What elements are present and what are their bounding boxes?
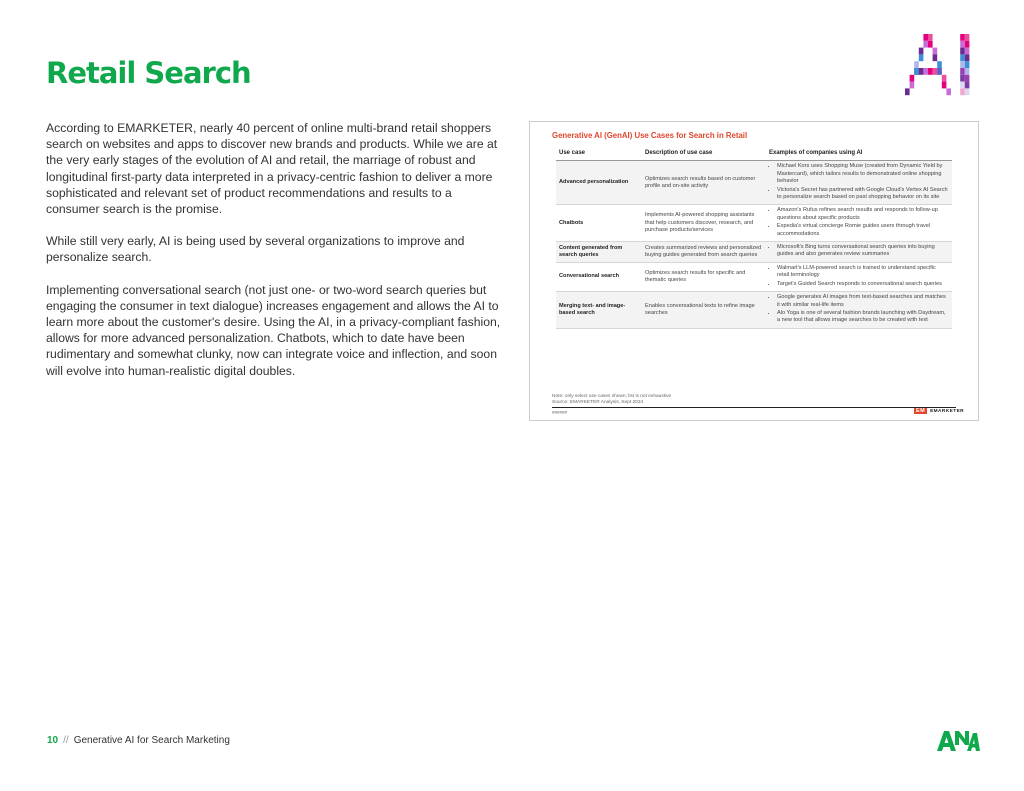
table-row xyxy=(556,205,952,242)
use-case-cell: Chatbots xyxy=(556,205,642,242)
ai-logo-cube xyxy=(910,75,915,82)
ai-logo-cube xyxy=(965,82,970,89)
ai-logo-cube xyxy=(965,48,970,55)
use-cases-table xyxy=(556,148,952,329)
figure-id: ###### xyxy=(552,410,568,415)
ai-logo-cube xyxy=(933,68,938,75)
description-cell: Optimizes search results based on customer profile and on-site activity xyxy=(642,161,766,205)
footer-doc-title: Generative AI for Search Marketing xyxy=(73,735,230,746)
ai-logo-cube xyxy=(923,41,928,48)
example-item: • Walmart's LLM-powered search is trained to understand specific retail terminology xyxy=(777,265,949,280)
emarketer-mark: EM xyxy=(916,408,926,414)
ai-logo-cube xyxy=(960,34,965,41)
table-row xyxy=(556,161,952,205)
use-cases-figure xyxy=(529,121,979,421)
ai-logo-cube xyxy=(914,61,919,68)
example-item: • Amazon's Rufus refines search results and responds to follow-up questions about specific products xyxy=(777,207,949,222)
use-case-cell: Content generated from search queries xyxy=(556,242,642,263)
ai-logo-cube xyxy=(937,61,942,68)
ai-logo-cube xyxy=(928,34,933,41)
ai-logo-cube xyxy=(946,88,951,95)
page-footer xyxy=(47,735,230,746)
ai-logo-cube xyxy=(965,34,970,41)
description-cell: Implements AI-powered shopping assistants that help customers discover, research, and purchase products/services xyxy=(642,205,766,242)
page-number: 10 xyxy=(47,735,59,746)
table-row xyxy=(556,292,952,329)
ai-logo-cube xyxy=(919,68,924,75)
description-cell: Enables conversational texts to refine image searches xyxy=(642,292,766,329)
body-text xyxy=(46,120,501,395)
example-item: • Michael Kors uses Shopping Muse (created from Dynamic Yield by Mastercard), which tailors results to demonstrated online shopping behavior xyxy=(777,163,949,185)
ai-logo-cube xyxy=(933,48,938,55)
ai-logo-cube xyxy=(923,68,928,75)
use-case-cell: Conversational search xyxy=(556,262,642,291)
example-item: • Victoria's Secret has partnered with Google Cloud's Vertex AI Search to personalize search based on past shopping behavior on its site xyxy=(777,187,949,202)
ana-logo-icon xyxy=(936,728,980,752)
paragraph-conversational: Implementing conversational search (not just one- or two-word search queries but engaging the consumer in text dialogue) increases engagement and allows the AI to learn more about the customer's desire. Using the AI, in a privacy-compliant fashion, allows for more advanced personalization. Chatbots, which to date have been rudimentary and somewhat clunky, now can integrate voice and inflection, and soon will evolve into human-realistic digital doubles. xyxy=(46,282,501,378)
ai-logo-cube xyxy=(905,88,910,95)
description-cell: Optimizes search results for specific and thematic queries xyxy=(642,262,766,291)
ai-logo-cube xyxy=(965,88,970,95)
emarketer-logo xyxy=(914,408,964,414)
example-item: • Google generates AI images from text-based searches and matches it with similar real-life items xyxy=(777,294,949,309)
ai-logo-cube xyxy=(919,48,924,55)
use-case-cell: Merging text- and image-based search xyxy=(556,292,642,329)
ai-logo-cube xyxy=(960,61,965,68)
header-use-case: Use case xyxy=(556,148,642,161)
ai-logo-cube xyxy=(919,54,924,61)
example-item: • Expedia's virtual concierge Romie guides users through travel accommodations xyxy=(777,223,949,238)
ai-logo-cube xyxy=(928,68,933,75)
header-description: Description of use case xyxy=(642,148,766,161)
ai-logo-cube xyxy=(910,82,915,89)
ai-logo-cube xyxy=(965,68,970,75)
ai-logo-cube xyxy=(960,54,965,61)
example-item: • Microsoft's Bing turns conversational search queries into buying guides and also generates review summaries xyxy=(777,244,949,259)
example-item: • Alo Yoga is one of several fashion brands launching with Daydream, a new tool that allows image searches to be created with text xyxy=(777,310,949,325)
emarketer-wordmark: EMARKETER xyxy=(930,408,965,414)
ai-logo-cube xyxy=(942,75,947,82)
ai-logo-cube xyxy=(937,68,942,75)
examples-cell xyxy=(766,205,952,242)
ai-logo-cube xyxy=(965,61,970,68)
paragraph-intro: According to EMARKETER, nearly 40 percent of online multi-brand retail shoppers search on websites and apps to discover new brands and products. While we are at the very early stages of the evolution of AI and retail, the marriage of robust and longitudinal first-party data interpreted in a privacy-centric fashion to deliver a more sophisticated and relevant set of product recommendations and results to a consumer search is the promise. xyxy=(46,121,498,217)
header-examples: Examples of companies using AI xyxy=(766,148,952,161)
examples-cell xyxy=(766,161,952,205)
ai-logo-cube xyxy=(960,82,965,89)
paragraph-early: While still very early, AI is being used by several organizations to improve and personalize search. xyxy=(46,234,465,265)
ai-logo-cube xyxy=(960,41,965,48)
ai-logo-cube xyxy=(928,41,933,48)
example-item: • Target's Guided Search responds to conversational search queries xyxy=(777,281,949,288)
use-case-cell: Advanced personalization xyxy=(556,161,642,205)
figure-divider xyxy=(552,407,956,408)
ai-logo-cube xyxy=(942,82,947,89)
table-row xyxy=(556,242,952,263)
footer-separator: // xyxy=(63,735,69,746)
ai-logo-cube xyxy=(914,68,919,75)
ai-logo-cube xyxy=(960,48,965,55)
ai-logo-cube xyxy=(933,54,938,61)
figure-title: Generative AI (GenAI) Use Cases for Search in Retail xyxy=(552,131,748,140)
ai-logo-cube xyxy=(965,75,970,82)
description-cell: Creates summarized reviews and personalized buying guides generated from search queries xyxy=(642,242,766,263)
figure-note xyxy=(552,394,752,406)
table-row xyxy=(556,262,952,291)
examples-cell xyxy=(766,262,952,291)
ai-logo-cube xyxy=(923,34,928,41)
ai-logo-icon xyxy=(903,30,979,100)
examples-cell xyxy=(766,242,952,263)
ai-logo-cube xyxy=(960,68,965,75)
note-text: Note: only select use cases shown; list is not exhaustive xyxy=(552,394,672,399)
examples-cell xyxy=(766,292,952,329)
ai-logo-cube xyxy=(965,54,970,61)
ai-logo-cube xyxy=(960,88,965,95)
source-text: Source: EMARKETER Analysis, Sept 2024 xyxy=(552,400,644,405)
ai-logo-cube xyxy=(960,75,965,82)
page-title: Retail Search xyxy=(46,56,251,90)
ai-logo-cube xyxy=(965,41,970,48)
